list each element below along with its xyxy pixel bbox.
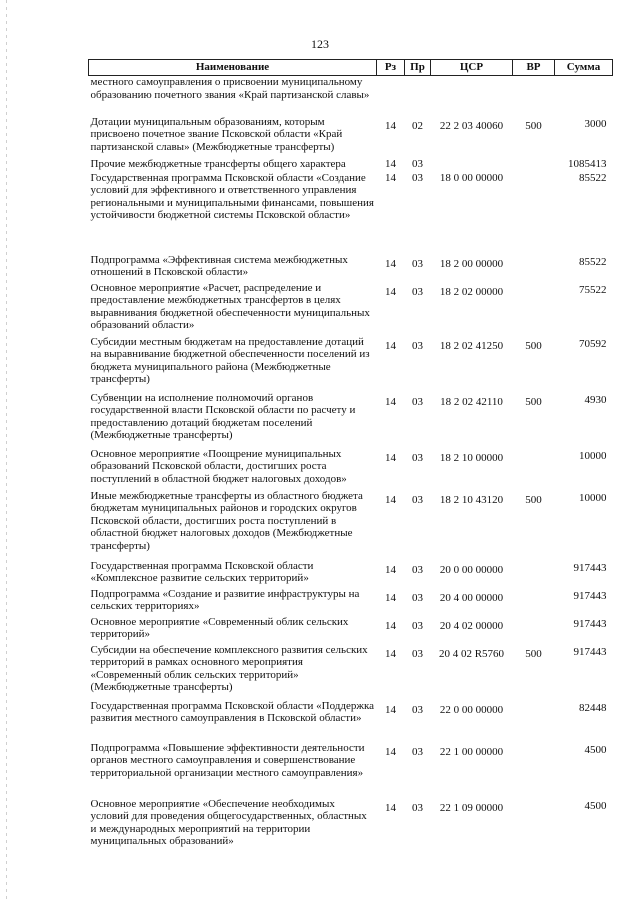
table-row: [89, 448, 613, 490]
row-vr: 500: [525, 647, 542, 660]
header-rz: Рз: [377, 60, 405, 76]
table-row: [89, 116, 613, 158]
row-csr: 20 4 02 00000: [439, 619, 504, 632]
row-pr: 03: [412, 563, 423, 576]
row-rz: [377, 76, 405, 116]
row-rz: 14: [385, 563, 396, 576]
row-sum: 70592: [579, 337, 607, 350]
table-row: [89, 560, 613, 588]
row-pr: 03: [412, 257, 423, 270]
row-pr: 03: [412, 493, 423, 506]
row-sum: 4500: [584, 743, 607, 756]
row-rz: 14: [385, 647, 396, 660]
row-pr: 03: [412, 745, 423, 758]
row-pr: 03: [412, 591, 423, 604]
row-pr: 03: [412, 619, 423, 632]
row-name: Субвенции на исполнение полномочий органов государственной власти Псковской области по расчету и предоставлению дотаций бюджетам поселений (Межбюджетные трансферты): [90, 391, 356, 442]
row-rz: 14: [385, 801, 396, 814]
row-name: Основное мероприятие «Расчет, распределение и предоставление межбюджетных трансфертов в целях выравнивания бюджетной обеспеченности муниципальных образований области»: [90, 281, 370, 332]
row-rz: 14: [385, 171, 396, 184]
header-csr: ЦСР: [431, 60, 513, 76]
row-sum: 917443: [573, 617, 607, 630]
row-csr: 20 0 00 00000: [439, 563, 504, 576]
row-name: Подпрограмма «Эффективная система межбюджетных отношений в Псковской области»: [90, 253, 348, 279]
table-row: [89, 282, 613, 336]
row-vr: [513, 798, 555, 854]
row-sum: 1085413: [568, 157, 607, 170]
row-vr: [513, 560, 555, 588]
row-name: Прочие межбюджетные трансферты общего характера: [90, 157, 346, 170]
table-row: [89, 76, 613, 116]
row-pr: 02: [412, 119, 423, 132]
row-pr: 03: [412, 395, 423, 408]
row-vr: 500: [525, 395, 542, 408]
page-number: 123: [311, 37, 329, 51]
row-pr: 03: [412, 171, 423, 184]
row-name: Дотации муниципальным образованиям, которым присвоено почетное звание Псковской области «Край партизанской славы» (Межбюджетные трансферты): [90, 115, 343, 153]
header-name: Наименование: [89, 60, 377, 76]
table-row: [89, 490, 613, 560]
row-pr: 03: [412, 703, 423, 716]
row-csr: 22 1 00 00000: [439, 745, 504, 758]
row-name: Иные межбюджетные трансферты из областного бюджета бюджетам муниципальных районов и городских округов Псковской области, достигших роста поступлений в областной бюджет налоговых доходов (Межбюджетные трансферты): [90, 489, 363, 552]
row-sum: 917443: [573, 561, 607, 574]
row-pr: 03: [412, 157, 423, 170]
table-row: [89, 588, 613, 616]
row-sum: 82448: [579, 701, 607, 714]
row-vr: [513, 742, 555, 798]
row-name: Государственная программа Псковской области «Создание условий для эффективного и ответственного управления региональными и муниципальными финансами, повышения устойчивости бюджетной системы Псковской области»: [90, 171, 374, 222]
row-csr: 18 0 00 00000: [439, 171, 504, 184]
table-row: [89, 172, 613, 254]
row-vr: 500: [525, 119, 542, 132]
row-sum: 4500: [584, 799, 607, 812]
table-header-row: [89, 60, 613, 76]
row-sum: 85522: [579, 171, 607, 184]
row-vr: [513, 158, 555, 172]
row-csr: 22 1 09 00000: [439, 801, 504, 814]
table-row: [89, 798, 613, 854]
row-vr: [513, 172, 555, 254]
row-csr: 18 2 02 42110: [440, 395, 503, 408]
row-sum: [555, 76, 613, 116]
header-sum: Сумма: [555, 60, 613, 76]
row-vr: [513, 700, 555, 742]
row-rz: 14: [385, 157, 396, 170]
row-csr: 18 2 10 43120: [439, 493, 504, 506]
row-name: Государственная программа Псковской области «Комплексное развитие сельских территорий»: [90, 559, 314, 585]
row-csr: 20 4 02 R5760: [438, 647, 505, 660]
row-rz: 14: [385, 339, 396, 352]
row-csr: 22 2 03 40060: [439, 119, 504, 132]
row-vr: [513, 76, 555, 116]
row-rz: 14: [385, 451, 396, 464]
row-vr: [513, 616, 555, 644]
row-vr: [513, 254, 555, 282]
row-rz: 14: [385, 285, 396, 298]
row-csr: 18 2 10 00000: [439, 451, 504, 464]
row-name: Подпрограмма «Повышение эффективности деятельности органов местного самоуправления и совершенствование территориальной организации местного самоуправления»: [90, 741, 365, 779]
row-rz: 14: [385, 619, 396, 632]
row-vr: [513, 588, 555, 616]
row-sum: 917443: [573, 589, 607, 602]
row-sum: 917443: [573, 645, 607, 658]
table-row: [89, 742, 613, 798]
row-sum: 3000: [584, 117, 607, 130]
row-rz: 14: [385, 745, 396, 758]
row-rz: 14: [385, 703, 396, 716]
table-row: [89, 254, 613, 282]
budget-table: [88, 59, 613, 854]
table-row: [89, 392, 613, 448]
row-name: Основное мероприятие «Поощрение муниципальных образований Псковской области, достигших роста поступлений в областной бюджет налоговых доходов»: [90, 447, 347, 485]
row-name: Основное мероприятие «Обеспечение необходимых условий для проведения общегосударственных, областных и международных мероприятий на территории муниципальных образований»: [90, 797, 367, 848]
table-row: [89, 336, 613, 392]
row-rz: 14: [385, 493, 396, 506]
row-pr: 03: [412, 285, 423, 298]
scan-edge: [6, 0, 7, 899]
row-pr: 03: [412, 339, 423, 352]
row-vr: [513, 282, 555, 336]
table-row: [89, 644, 613, 700]
row-pr: 03: [412, 647, 423, 660]
row-sum: 4930: [584, 393, 607, 406]
row-rz: 14: [385, 257, 396, 270]
row-sum: 10000: [579, 449, 607, 462]
row-csr: 18 2 02 00000: [439, 285, 504, 298]
row-rz: 14: [385, 395, 396, 408]
row-csr: 20 4 00 00000: [439, 591, 504, 604]
row-pr: 03: [412, 801, 423, 814]
row-rz: 14: [385, 591, 396, 604]
row-name: Подпрограмма «Создание и развитие инфраструктуры на сельских территориях»: [90, 587, 360, 613]
row-name: Субсидии местным бюджетам на предоставление дотаций на выравнивание бюджетной обеспеченности поселений из бюджета муниципального района (Межбюджетные трансферты): [90, 335, 370, 386]
row-pr: [405, 76, 431, 116]
row-csr: 22 0 00 00000: [439, 703, 504, 716]
row-name: Субсидии на обеспечение комплексного развития сельских территорий в рамках основного мероприятия «Современный облик сельских территорий» (Межбюджетные трансферты): [90, 643, 368, 694]
row-name: Государственная программа Псковской области «Поддержка развития местного самоуправления в Псковской области»: [90, 699, 375, 725]
row-csr: [431, 158, 513, 172]
row-csr: 18 2 00 00000: [439, 257, 504, 270]
header-vr: ВР: [513, 60, 555, 76]
row-sum: 75522: [579, 283, 607, 296]
table-row: [89, 158, 613, 172]
row-sum: 85522: [579, 255, 607, 268]
row-name: Основное мероприятие «Современный облик сельских территорий»: [90, 615, 349, 641]
row-vr: 500: [525, 493, 542, 506]
row-pr: 03: [412, 451, 423, 464]
row-csr: 18 2 02 41250: [439, 339, 504, 352]
row-csr: [431, 76, 513, 116]
header-pr: Пр: [405, 60, 431, 76]
row-sum: 10000: [579, 491, 607, 504]
row-vr: 500: [525, 339, 542, 352]
table-row: [89, 700, 613, 742]
row-name: местного самоуправления о присвоении муниципальному образованию почетного звания «Край партизанской славы»: [90, 76, 370, 101]
row-rz: 14: [385, 119, 396, 132]
row-vr: [513, 448, 555, 490]
table-row: [89, 616, 613, 644]
